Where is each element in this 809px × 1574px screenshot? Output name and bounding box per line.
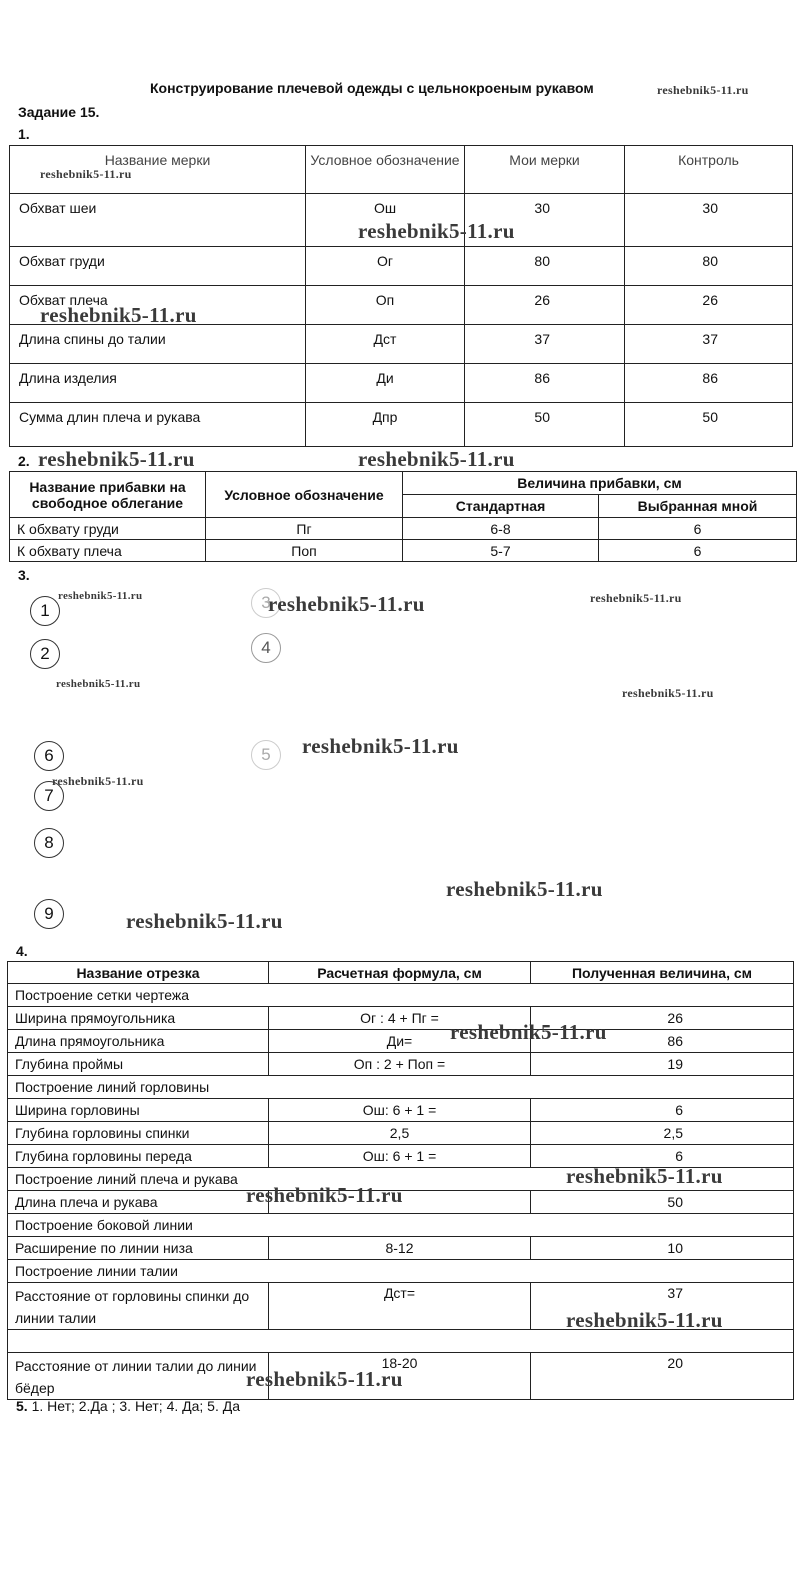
section-1-label: 1. — [18, 126, 30, 142]
segment-name: Глубина горловины спинки — [8, 1122, 269, 1145]
number-circle: 6 — [34, 741, 64, 771]
allowance-table — [9, 471, 797, 562]
section-4-label: 4. — [16, 943, 28, 959]
section-row — [8, 984, 794, 1007]
number-circle: 4 — [251, 633, 281, 663]
number-circle: 7 — [34, 781, 64, 811]
table-row — [10, 403, 793, 447]
segment-formula: Ош: 6 + 1 = — [269, 1145, 531, 1168]
section-5-label: 5. — [16, 1398, 28, 1414]
segment-value: 86 — [531, 1030, 794, 1053]
segment-formula: Ди= — [269, 1030, 531, 1053]
allowance-code: Поп — [206, 540, 403, 562]
measure-name: Обхват плеча — [10, 286, 306, 325]
watermark: reshebnik5-11.ru — [566, 1308, 723, 1332]
measure-control: 50 — [625, 403, 793, 447]
measure-control: 26 — [625, 286, 793, 325]
segment-value: 10 — [531, 1237, 794, 1260]
segment-name: Расширение по линии низа — [8, 1237, 269, 1260]
number-circle: 2 — [30, 639, 60, 669]
header-cell: Стандартная — [403, 495, 599, 518]
allowance-chosen: 6 — [599, 540, 797, 562]
header-cell: Контроль — [625, 146, 793, 194]
segment-name: Расстояние от линии талии до линии бёдер — [8, 1353, 269, 1400]
segment-value: 37 — [531, 1283, 794, 1330]
measure-mine: 80 — [465, 247, 625, 286]
segment-value: 6 — [531, 1099, 794, 1122]
watermark: reshebnik5-11.ru — [268, 592, 425, 616]
watermark: reshebnik5-11.ru — [450, 1020, 607, 1044]
segment-formula: Ош: 6 + 1 = — [269, 1099, 531, 1122]
allowance-name: К обхвату груди — [10, 518, 206, 540]
section-row — [8, 1260, 794, 1283]
measure-mine: 50 — [465, 403, 625, 447]
allowance-standard: 5-7 — [403, 540, 599, 562]
header-cell: Величина прибавки, см — [403, 472, 797, 495]
segment-name: Глубина проймы — [8, 1053, 269, 1076]
watermark: reshebnik5-11.ru — [358, 219, 515, 243]
header-cell: Название мерки — [10, 146, 306, 194]
allowance-code: Пг — [206, 518, 403, 540]
table-row — [10, 247, 793, 286]
watermark: reshebnik5-11.ru — [38, 447, 195, 471]
segment-value: 20 — [531, 1353, 794, 1400]
measure-name: Сумма длин плеча и рукава — [10, 403, 306, 447]
watermark: reshebnik5-11.ru — [446, 877, 603, 901]
watermark: reshebnik5-11.ru — [40, 303, 197, 327]
table-row — [8, 1053, 794, 1076]
segment-formula: Ог : 4 + Пг = — [269, 1007, 531, 1030]
header-cell: Условное обозначение — [306, 146, 465, 194]
segment-name: Расстояние от горловины спинки до линии талии — [8, 1283, 269, 1330]
header-cell: Мои мерки — [465, 146, 625, 194]
measure-mine: 37 — [465, 325, 625, 364]
section-title: Построение линий плеча и рукава — [8, 1168, 794, 1191]
watermark: reshebnik5-11.ru — [358, 447, 515, 471]
measure-name: Обхват шеи — [10, 194, 306, 247]
segment-name: Ширина горловины — [8, 1099, 269, 1122]
header-cell: Название отрезка — [8, 962, 269, 984]
measure-name: Обхват груди — [10, 247, 306, 286]
section-row — [8, 1076, 794, 1099]
watermark: reshebnik5-11.ru — [246, 1183, 403, 1207]
measurements-table — [9, 145, 793, 447]
segment-formula: Дст= — [269, 1283, 531, 1330]
segment-name: Длина прямоугольника — [8, 1030, 269, 1053]
section-title: Построение боковой линии — [8, 1214, 794, 1237]
allowance-standard: 6-8 — [403, 518, 599, 540]
segment-formula: 18-20 — [269, 1353, 531, 1400]
measure-control: 80 — [625, 247, 793, 286]
watermark: reshebnik5-11.ru — [58, 590, 143, 602]
watermark: reshebnik5-11.ru — [56, 678, 141, 690]
segment-name: Длина плеча и рукава — [8, 1191, 269, 1214]
measure-code: Дпр — [306, 403, 465, 447]
measure-control: 30 — [625, 194, 793, 247]
header-cell: Полученная величина, см — [531, 962, 794, 984]
header-cell: Выбранная мной — [599, 495, 797, 518]
measure-code: Ог — [306, 247, 465, 286]
measure-code: Ди — [306, 364, 465, 403]
section-3-label: 3. — [18, 567, 30, 583]
watermark: reshebnik5-11.ru — [246, 1367, 403, 1391]
answer-line — [16, 1398, 240, 1414]
table-row — [10, 518, 797, 540]
watermark: reshebnik5-11.ru — [302, 734, 459, 758]
watermark: reshebnik5-11.ru — [566, 1164, 723, 1188]
segment-formula: 2,5 — [269, 1122, 531, 1145]
measure-code: Оп — [306, 286, 465, 325]
segment-formula: Оп : 2 + Поп = — [269, 1053, 531, 1076]
table-row — [8, 1007, 794, 1030]
task-label: Задание 15. — [18, 104, 100, 120]
segment-value: 6 — [531, 1145, 794, 1168]
number-circle: 5 — [251, 740, 281, 770]
table-row — [8, 1099, 794, 1122]
section-title: Построение линий горловины — [8, 1076, 794, 1099]
section-title: Построение сетки чертежа — [8, 984, 794, 1007]
watermark: reshebnik5-11.ru — [590, 591, 682, 605]
table-row — [8, 1122, 794, 1145]
measure-code: Дст — [306, 325, 465, 364]
segment-value: 2,5 — [531, 1122, 794, 1145]
table-row — [8, 1030, 794, 1053]
watermark: reshebnik5-11.ru — [40, 167, 132, 181]
section-2-label: 2. — [18, 453, 30, 469]
measure-control: 37 — [625, 325, 793, 364]
segment-formula: 8-12 — [269, 1237, 531, 1260]
measure-name: Длина изделия — [10, 364, 306, 403]
measure-code: Ош — [306, 194, 465, 247]
header-cell: Название прибавки на свободное облегание — [10, 472, 206, 518]
number-circle: 8 — [34, 828, 64, 858]
measure-mine: 86 — [465, 364, 625, 403]
measure-mine: 30 — [465, 194, 625, 247]
segment-value: 19 — [531, 1053, 794, 1076]
watermark: reshebnik5-11.ru — [657, 83, 749, 97]
number-circle: 9 — [34, 899, 64, 929]
table-row — [10, 540, 797, 562]
segment-name: Ширина прямоугольника — [8, 1007, 269, 1030]
watermark: reshebnik5-11.ru — [622, 686, 714, 700]
section-title: Построение линии талии — [8, 1260, 794, 1283]
table-row — [10, 364, 793, 403]
allowance-chosen: 6 — [599, 518, 797, 540]
header-cell: Расчетная формула, см — [269, 962, 531, 984]
segment-value: 26 — [531, 1007, 794, 1030]
segment-value: 50 — [531, 1191, 794, 1214]
measure-name: Длина спины до талии — [10, 325, 306, 364]
watermark: reshebnik5-11.ru — [126, 909, 283, 933]
number-circle: 3 — [251, 588, 281, 618]
header-cell: Условное обозначение — [206, 472, 403, 518]
measure-mine: 26 — [465, 286, 625, 325]
segment-name: Глубина горловины переда — [8, 1145, 269, 1168]
watermark: reshebnik5-11.ru — [52, 774, 144, 788]
section-row — [8, 1214, 794, 1237]
table-row — [8, 1237, 794, 1260]
table-row — [10, 325, 793, 364]
measure-control: 86 — [625, 364, 793, 403]
allowance-name: К обхвату плеча — [10, 540, 206, 562]
number-circle: 1 — [30, 596, 60, 626]
page-title: Конструирование плечевой одежды с цельнокроеным рукавом — [150, 80, 594, 96]
answer-text: 1. Нет; 2.Да ; 3. Нет; 4. Да; 5. Да — [31, 1398, 241, 1414]
